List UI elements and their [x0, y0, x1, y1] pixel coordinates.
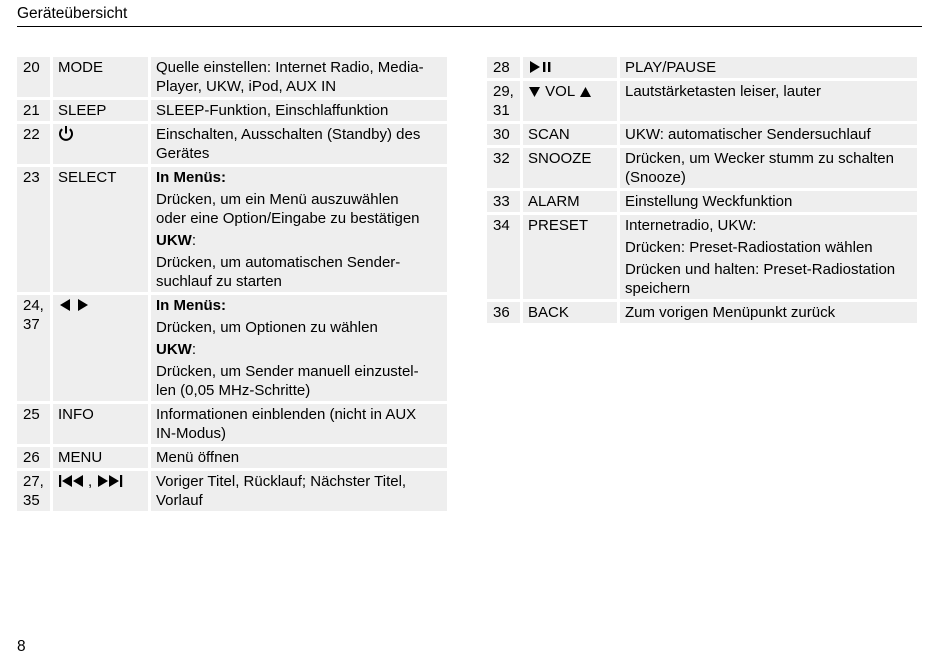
row-description: [151, 167, 447, 292]
row-number: 32: [487, 148, 520, 188]
button-symbol: [53, 295, 148, 401]
table-row: [17, 100, 447, 121]
volume-down-icon: [528, 85, 541, 98]
left-key-table: [17, 57, 447, 514]
row-number: 28: [487, 57, 520, 78]
page-header: [17, 4, 922, 27]
row-description: [151, 57, 447, 97]
row-number: 21: [17, 100, 50, 121]
description-subheading: [156, 231, 443, 250]
description-line: PLAY/PAUSE: [625, 59, 717, 76]
table-row: [17, 167, 447, 292]
volume-up-icon: [579, 85, 592, 98]
row-number-part: 27,: [23, 473, 44, 490]
table-row: [487, 215, 917, 299]
button-name: MODE: [53, 57, 148, 97]
row-description: [620, 124, 917, 145]
description-line: Drücken und halten: Preset-Radiostation: [625, 261, 896, 278]
button-name: SCAN: [523, 124, 617, 145]
right-arrow-icon: [76, 298, 90, 312]
table-row: [17, 57, 447, 97]
description-line: Lautstärketasten leiser, lauter: [625, 83, 821, 100]
row-number: [17, 295, 50, 401]
button-name: SLEEP: [53, 100, 148, 121]
description-line: IN-Modus): [156, 425, 227, 442]
row-description: [620, 302, 917, 323]
row-number: 36: [487, 302, 520, 323]
description-line: Zum vorigen Menüpunkt zurück: [625, 304, 836, 321]
description-heading: In Menüs:: [156, 297, 226, 314]
description-line: Menü öffnen: [156, 449, 240, 466]
row-description: [151, 295, 447, 401]
button-name: SNOOZE: [523, 148, 617, 188]
button-name: INFO: [53, 404, 148, 444]
description-line: Drücken, um Optionen zu wählen: [156, 319, 378, 336]
table-row: [487, 81, 917, 121]
description-line: suchlauf zu starten: [156, 273, 282, 290]
subheading-colon: :: [191, 341, 196, 358]
description-line: SLEEP-Funktion, Einschlaffunktion: [156, 102, 389, 119]
description-line: Drücken, um ein Menü auszuwählen: [156, 191, 399, 208]
row-number: 23: [17, 167, 50, 292]
description-line: Internetradio, UKW:: [625, 217, 757, 234]
description-line: Quelle einstellen: Internet Radio, Media-: [156, 59, 424, 76]
row-description: [620, 148, 917, 188]
table-row: [487, 191, 917, 212]
right-key-table: [487, 57, 917, 326]
description-line: Vorlauf: [156, 492, 203, 509]
description-line: UKW: automatischer Sendersuchlauf: [625, 126, 871, 143]
row-description: [151, 471, 447, 511]
description-line: Einschalten, Ausschalten (Standby) des: [156, 126, 421, 143]
row-description: [151, 124, 447, 164]
row-number: 22: [17, 124, 50, 164]
description-line: Player, UKW, iPod, AUX IN: [156, 78, 337, 95]
table-row: [487, 124, 917, 145]
skip-forward-icon: [96, 474, 126, 488]
subheading-colon: :: [191, 232, 196, 249]
table-row: [487, 302, 917, 323]
table-row: [17, 124, 447, 164]
description-line: Drücken, um automatischen Sender-: [156, 254, 401, 271]
skip-back-icon: [58, 474, 88, 488]
row-description: [620, 81, 917, 121]
row-description: [620, 215, 917, 299]
row-number: 33: [487, 191, 520, 212]
description-line: Voriger Titel, Rücklauf; Nächster Titel,: [156, 473, 407, 490]
row-number: [487, 81, 520, 121]
row-description: [151, 404, 447, 444]
play-pause-icon: [528, 60, 554, 74]
left-arrow-icon: [58, 298, 72, 312]
button-symbol: [53, 471, 148, 511]
button-symbol: [53, 124, 148, 164]
row-description: [620, 191, 917, 212]
description-subheading: [156, 340, 443, 359]
description-line: (Snooze): [625, 169, 686, 186]
table-row: [17, 295, 447, 401]
page-number: 8: [17, 638, 26, 655]
row-number: 26: [17, 447, 50, 468]
table-row: [17, 404, 447, 444]
row-number: 30: [487, 124, 520, 145]
table-row: [487, 57, 917, 78]
description-line: Drücken, um Sender manuell einzustel-: [156, 363, 419, 380]
row-number-part: 37: [23, 316, 40, 333]
description-line: Informationen einblenden (nicht in AUX: [156, 406, 417, 423]
description-line: Drücken, um Wecker stumm zu schalten: [625, 150, 894, 167]
description-line: Einstellung Weckfunktion: [625, 193, 793, 210]
row-description: [620, 57, 917, 78]
subheading-label: UKW: [156, 341, 192, 358]
row-number-part: 29,: [493, 83, 514, 100]
button-name: BACK: [523, 302, 617, 323]
button-name: VOL: [545, 83, 575, 100]
button-name: PRESET: [523, 215, 617, 299]
row-description: [151, 100, 447, 121]
row-number-part: 31: [493, 102, 510, 119]
subheading-label: UKW: [156, 232, 192, 249]
power-icon: [58, 125, 74, 142]
button-symbol: [523, 57, 617, 78]
description-line: len (0,05 MHz-Schritte): [156, 382, 311, 399]
row-number-part: 24,: [23, 297, 44, 314]
row-number-part: 35: [23, 492, 40, 509]
description-line: Gerätes: [156, 145, 210, 162]
button-symbol: [523, 81, 617, 121]
description-line: Drücken: Preset-Radiostation wählen: [625, 239, 873, 256]
button-name: MENU: [53, 447, 148, 468]
skip-separator: ,: [88, 473, 93, 490]
row-number: 20: [17, 57, 50, 97]
button-name: SELECT: [53, 167, 148, 292]
table-row: [17, 471, 447, 511]
table-row: [17, 447, 447, 468]
row-number: 25: [17, 404, 50, 444]
row-number: 34: [487, 215, 520, 299]
button-name: ALARM: [523, 191, 617, 212]
description-line: oder eine Option/Eingabe zu bestätigen: [156, 210, 420, 227]
row-description: [151, 447, 447, 468]
page-title: Geräteübersicht: [17, 5, 128, 22]
row-number: [17, 471, 50, 511]
description-line: speichern: [625, 280, 691, 297]
description-heading: In Menüs:: [156, 169, 226, 186]
table-row: [487, 148, 917, 188]
